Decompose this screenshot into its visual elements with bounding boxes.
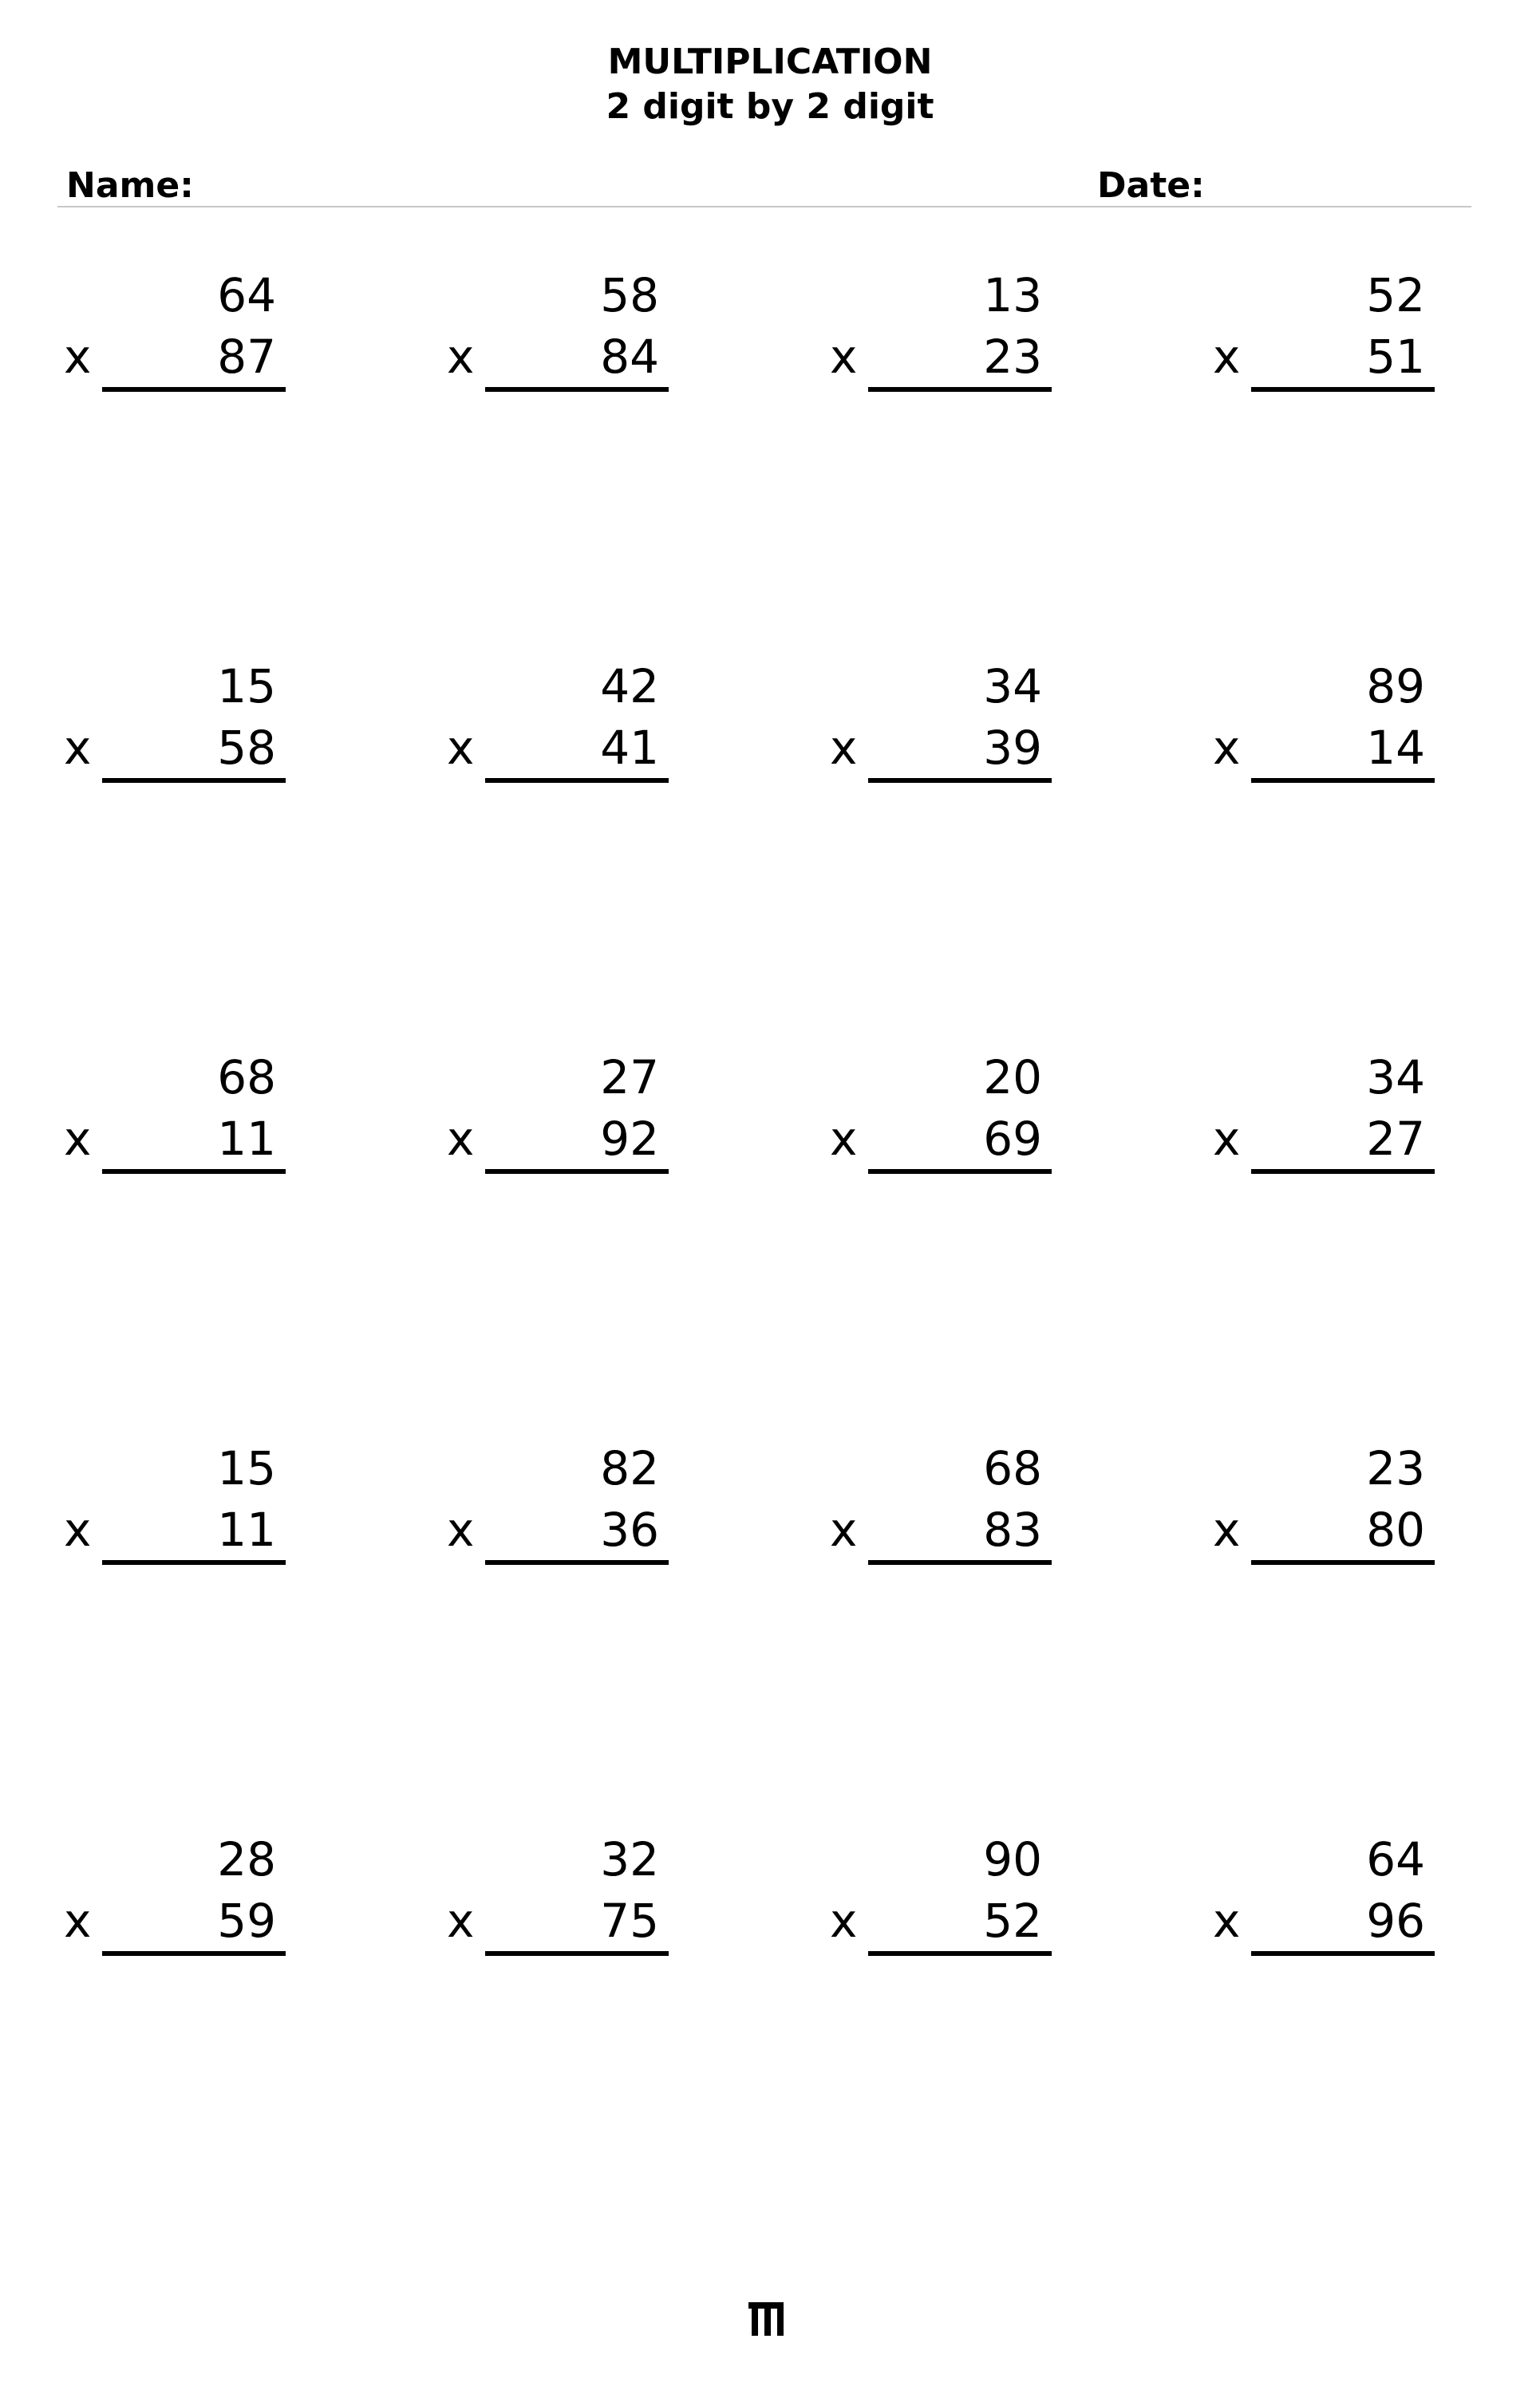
problem	[1213, 1440, 1435, 1568]
problem	[1213, 267, 1435, 395]
multiplier: 11	[217, 1112, 276, 1166]
multiply-sign: x	[830, 1503, 858, 1557]
multiplicand: 34	[1366, 1050, 1425, 1104]
problem	[64, 1049, 286, 1177]
multiplicand: 42	[600, 659, 659, 713]
problem	[830, 1440, 1052, 1568]
multiplicand: 64	[217, 268, 276, 322]
multiplicand: 52	[1366, 268, 1425, 322]
multiplier: 52	[983, 1894, 1042, 1948]
multiplicand: 27	[600, 1050, 659, 1104]
multiplicand: 32	[600, 1832, 659, 1886]
multiplicand: 89	[1366, 659, 1425, 713]
answer-line	[102, 778, 286, 783]
multiplier: 59	[217, 1894, 276, 1948]
name-label: Name:	[66, 165, 194, 206]
multiplier: 11	[217, 1503, 276, 1557]
brand-logo-icon	[747, 2297, 787, 2337]
problem	[447, 267, 669, 395]
worksheet-heading	[0, 40, 1540, 129]
multiplier: 69	[983, 1112, 1042, 1166]
problem	[64, 1831, 286, 1959]
multiplicand: 64	[1366, 1832, 1425, 1886]
multiplier: 75	[600, 1894, 659, 1948]
problem	[447, 1049, 669, 1177]
answer-line	[485, 1951, 669, 1956]
worksheet-subtitle: 2 digit by 2 digit	[606, 86, 934, 127]
multiplier: 87	[217, 330, 276, 384]
answer-line	[868, 1560, 1052, 1565]
multiply-sign: x	[447, 330, 475, 384]
answer-line	[485, 778, 669, 783]
answer-line	[102, 1560, 286, 1565]
multiplier: 27	[1366, 1112, 1425, 1166]
multiplier: 14	[1366, 721, 1425, 775]
multiplicand: 68	[983, 1441, 1042, 1495]
answer-line	[102, 1169, 286, 1174]
date-label: Date:	[1097, 165, 1205, 206]
multiply-sign: x	[64, 1112, 92, 1166]
multiplicand: 15	[217, 1441, 276, 1495]
multiplicand: 28	[217, 1832, 276, 1886]
problem	[1213, 1049, 1435, 1177]
multiply-sign: x	[447, 1503, 475, 1557]
answer-line	[1251, 1951, 1435, 1956]
answer-line	[868, 1951, 1052, 1956]
multiplicand: 15	[217, 659, 276, 713]
answer-line	[868, 778, 1052, 783]
answer-line	[485, 1560, 669, 1565]
multiplier: 80	[1366, 1503, 1425, 1557]
problem	[64, 267, 286, 395]
multiplicand: 23	[1366, 1441, 1425, 1495]
multiplier: 92	[600, 1112, 659, 1166]
multiplier: 84	[600, 330, 659, 384]
problem	[64, 1440, 286, 1568]
problem	[1213, 658, 1435, 786]
multiply-sign: x	[1213, 1112, 1241, 1166]
problem	[830, 267, 1052, 395]
problem	[447, 658, 669, 786]
multiplicand: 90	[983, 1832, 1042, 1886]
answer-line	[1251, 1560, 1435, 1565]
header-divider	[57, 206, 1471, 207]
multiplicand: 68	[217, 1050, 276, 1104]
multiplier: 83	[983, 1503, 1042, 1557]
multiply-sign: x	[64, 330, 92, 384]
multiplier: 41	[600, 721, 659, 775]
multiply-sign: x	[1213, 1503, 1241, 1557]
multiplier: 51	[1366, 330, 1425, 384]
problem	[64, 658, 286, 786]
multiply-sign: x	[830, 330, 858, 384]
multiplier: 58	[217, 721, 276, 775]
multiplier: 96	[1366, 1894, 1425, 1948]
answer-line	[1251, 387, 1435, 392]
problem	[830, 1049, 1052, 1177]
multiplicand: 34	[983, 659, 1042, 713]
multiply-sign: x	[830, 1894, 858, 1948]
problem	[830, 1831, 1052, 1959]
multiply-sign: x	[447, 1894, 475, 1948]
problem-grid	[64, 267, 1476, 2222]
answer-line	[868, 1169, 1052, 1174]
answer-line	[102, 1951, 286, 1956]
multiply-sign: x	[1213, 1894, 1241, 1948]
multiply-sign: x	[1213, 330, 1241, 384]
multiplier: 39	[983, 721, 1042, 775]
multiply-sign: x	[830, 721, 858, 775]
multiplier: 36	[600, 1503, 659, 1557]
problem	[1213, 1831, 1435, 1959]
multiplier: 23	[983, 330, 1042, 384]
multiply-sign: x	[447, 1112, 475, 1166]
problem	[447, 1831, 669, 1959]
answer-line	[485, 1169, 669, 1174]
multiply-sign: x	[1213, 721, 1241, 775]
multiply-sign: x	[64, 1894, 92, 1948]
answer-line	[1251, 1169, 1435, 1174]
answer-line	[102, 387, 286, 392]
worksheet-title: MULTIPLICATION	[607, 41, 933, 82]
multiply-sign: x	[64, 1503, 92, 1557]
answer-line	[485, 387, 669, 392]
multiply-sign: x	[830, 1112, 858, 1166]
multiplicand: 13	[983, 268, 1042, 322]
multiplicand: 58	[600, 268, 659, 322]
answer-line	[1251, 778, 1435, 783]
multiply-sign: x	[447, 721, 475, 775]
multiply-sign: x	[64, 721, 92, 775]
problem	[447, 1440, 669, 1568]
problem	[830, 658, 1052, 786]
multiplicand: 82	[600, 1441, 659, 1495]
multiplicand: 20	[983, 1050, 1042, 1104]
answer-line	[868, 387, 1052, 392]
